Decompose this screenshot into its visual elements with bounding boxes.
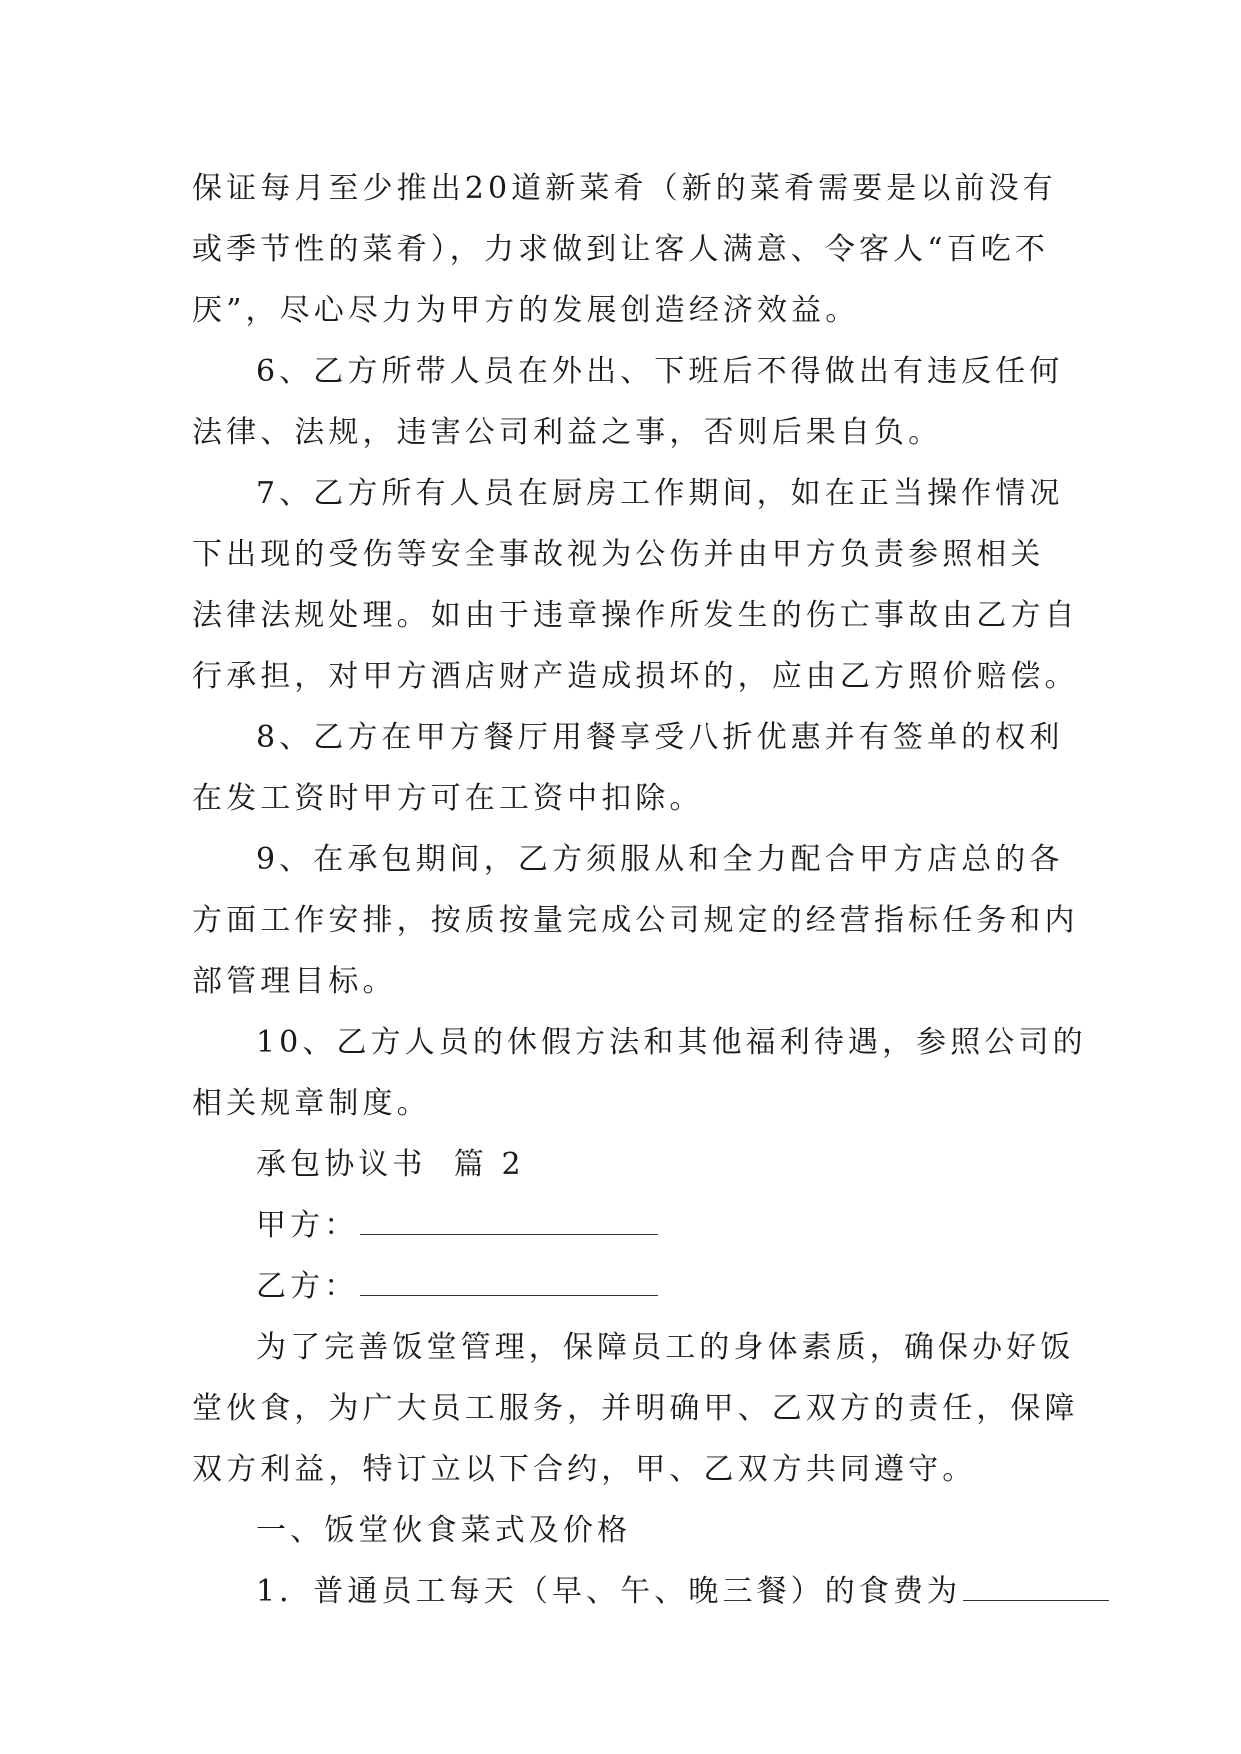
- clause-10: 10、乙方人员的休假方法和其他福利待遇，参照公司的: [256, 1025, 1087, 1060]
- text-line: 下出现的受伤等安全事故视为公伤并由甲方负责参照相关: [192, 537, 1045, 572]
- text-line: 部管理目标。: [192, 964, 397, 999]
- party-a-blank: [360, 1233, 658, 1235]
- text-line: 在发工资时甲方可在工资中扣除。: [192, 781, 704, 816]
- intro-paragraph: 为了完善饭堂管理，保障员工的身体素质，确保办好饭: [256, 1330, 1075, 1365]
- party-a-row: [192, 1195, 1058, 1256]
- clause-6: 6、乙方所带人员在外出、下班后不得做出有违反任何: [256, 354, 1064, 389]
- party-b-row: [192, 1256, 1058, 1317]
- item-1-row: [192, 1561, 1058, 1622]
- text-line: 相关规章制度。: [192, 1086, 431, 1121]
- text-line: 或季节性的菜肴），力求做到让客人满意、令客人“百吃不: [192, 232, 1049, 267]
- clause-7: 7、乙方所有人员在厨房工作期间，如在正当操作情况: [256, 476, 1064, 511]
- party-a-label: 甲方：: [256, 1208, 359, 1243]
- item-1-text: 1．普通员工每天（早、午、晚三餐）的食费为: [256, 1574, 962, 1609]
- fee-blank: [963, 1599, 1109, 1601]
- document-body: [192, 158, 1087, 1622]
- text-line: 保证每月至少推出20道新菜肴（新的菜肴需要是以前没有: [192, 171, 1057, 206]
- clause-9: 9、在承包期间，乙方须服从和全力配合甲方店总的各: [256, 842, 1064, 877]
- clause-8: 8、乙方在甲方餐厅用餐享受八折优惠并有签单的权利: [256, 720, 1064, 755]
- text-line: 堂伙食，为广大员工服务，并明确甲、乙双方的责任，保障: [192, 1391, 1079, 1426]
- party-b-label: 乙方：: [256, 1269, 359, 1304]
- text-line: 行承担，对甲方酒店财产造成损坏的，应由乙方照价赔偿。: [192, 659, 1079, 694]
- text-line: 法律、法规，违害公司利益之事，否则后果自负。: [192, 415, 943, 450]
- text-line: 双方利益，特订立以下合约，甲、乙双方共同遵守。: [192, 1452, 977, 1487]
- text-line: 厌”，尽心尽力为甲方的发展创造经济效益。: [192, 293, 860, 328]
- subsection-heading: 一、饭堂伙食菜式及价格: [256, 1513, 632, 1548]
- section-heading: 承包协议书 篇 2: [256, 1147, 525, 1182]
- party-b-blank: [360, 1294, 658, 1296]
- text-line: 法律法规处理。如由于违章操作所发生的伤亡事故由乙方自: [192, 598, 1079, 633]
- text-line: 方面工作安排，按质按量完成公司规定的经营指标任务和内: [192, 903, 1079, 938]
